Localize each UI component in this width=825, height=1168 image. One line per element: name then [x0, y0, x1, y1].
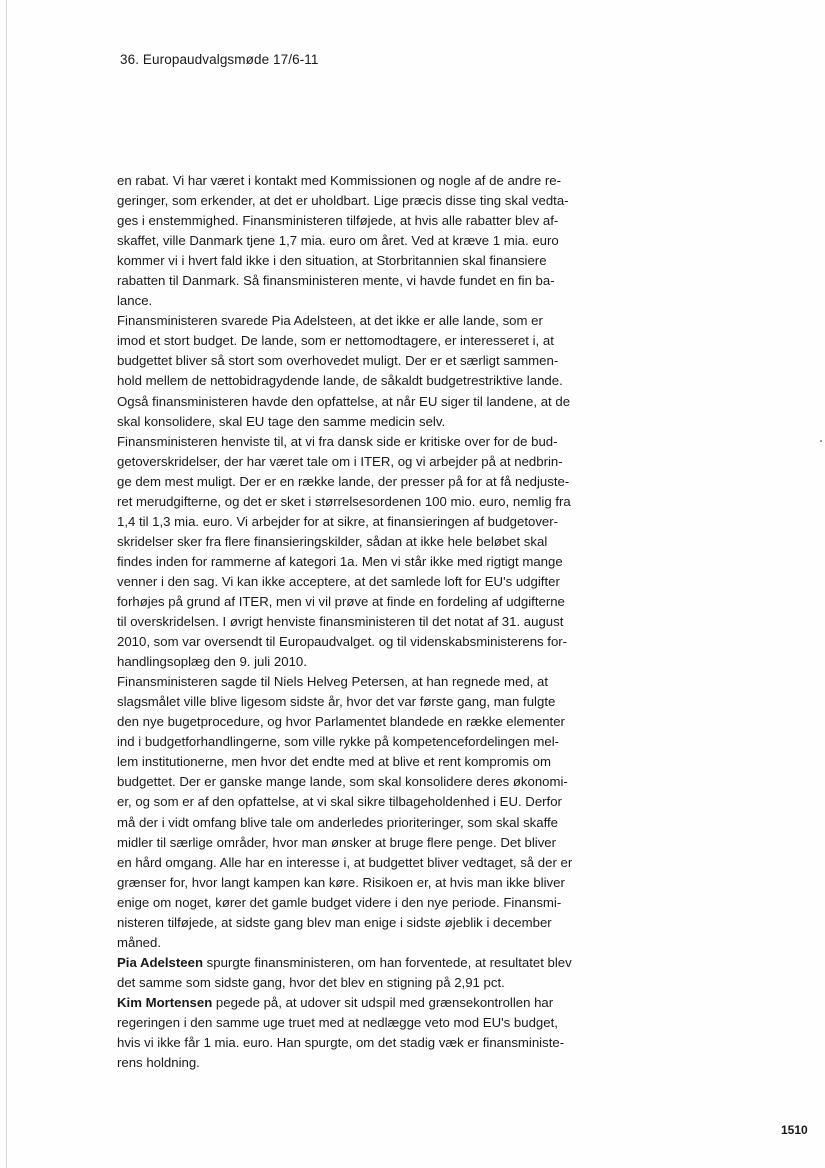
- paragraph-budget-size: Finansministeren svarede Pia Adelsteen, at det ikke er alle lande, som er imod et stort budget. De lande, som er nettomodtagere, er interesseret i, at budgettet bliver så stort som overhovedet muligt. Der er et særligt sammen- hold mellem de nettobidragydende lande, de såkaldt budgetrestriktive lande. Også finansministeren havde den opfattelse, at når EU siger til landene, at de skal konsolidere, skal EU tage den samme medicin selv.: [117, 313, 571, 429]
- page-header: 36. Europaudvalgsmøde 17/6-11: [120, 52, 319, 67]
- document-body: [117, 171, 603, 1073]
- paragraph-pia-adelsteen: [117, 953, 603, 993]
- paragraph-rabat: en rabat. Vi har været i kontakt med Kommissionen og nogle af de andre re- geringer, som erkender, at det er uholdbart. Lige præcis disse ting skal vedta- ges i enstemmighed. Finansministeren tilføjede, at hvis alle rabatter blev af- skaffet, ville Danmark tjene 1,7 mia. euro om året. Ved at kræve 1 mia. euro kommer vi i hvert fald ikke i den situation, at Storbritannien skal finansiere rabatten til Danmark. Så finansministeren mente, vi havde fundet en fin ba- lance.: [117, 173, 569, 309]
- speaker-name: Kim Mortensen: [117, 994, 213, 1010]
- paragraph-budget-procedure: Finansministeren sagde til Niels Helveg Petersen, at han regnede med, at slagsmålet ville blive ligesom sidste år, hvor det var første gang, man fulgte den nye bugetprocedure, og hvor Parlamentet blandede en række elementer ind i budgetforhandlingerne, som ville rykke på kompetencefordelingen mel- lem institutionerne, men hvor det endte med at blive et rent kompromis om budgettet. Der er ganske mange lande, som skal konsolidere deres økonomi- er, og som er af den opfattelse, at vi skal sikre tilbageholdenhed i EU. Derfor må der i vidt omfang blive tale om anderledes prioriteringer, som skal skaffe midler til særlige områder, hvor man ønsker at bruge flere penge. Det bliver en hård omgang. Alle har en interesse i, at budgettet bliver vedtaget, så der er grænser for, hvor langt kampen kan køre. Risikoen er, at hvis man ikke bliver enige om noget, kører det gamle budget videre i den nye periode. Finansmi- nisteren tilføjede, at sidste gang blev man enige i sidste øjeblik i december måned.: [117, 674, 573, 950]
- paragraph-text: spurgte finansministeren, om han forventede, at resultatet blev det samme som sidste gang, hvor det blev en stigning på 2,91 pct.: [117, 954, 572, 990]
- paragraph-text: pegede på, at udover sit udspil med grænsekontrollen har regeringen i den samme uge truet med at nedlægge veto mod EU's budget, hvis vi ikke får 1 mia. euro. Han spurgte, om det stadig væk er finansministe- rens holdning.: [117, 994, 565, 1071]
- scan-edge-line: [6, 0, 7, 1168]
- speaker-name: Pia Adelsteen: [117, 954, 203, 970]
- paragraph-iter: Finansministeren henviste til, at vi fra dansk side er kritiske over for de bud- getoverskridelser, der har været tale om i ITER, og vi arbejder på at nedbrin- ge dem mest muligt. Der er en række lande, der presser på for at få nedjuste- ret merudgifterne, og det er sket i størrelsesordenen 100 mio. euro, nemlig fra 1,4 til 1,3 mia. euro. Vi arbejder for at sikre, at finansieringen af budgetover- skridelser sker fra flere finansieringskilder, sådan at ikke hele beløbet skal findes inden for rammerne af kategori 1a. Men vi står ikke med rigtigt mange venner i den sag. Vi kan ikke acceptere, at det samlede loft for EU's udgifter forhøjes på grund af ITER, men vi vil prøve at finde en fordeling af udgifterne til overskridelsen. I øvrigt henviste finansministeren til det notat af 31. august 2010, som var oversendt til Europaudvalget. og til videnskabsministerens for- handlingsoplæg den 9. juli 2010.: [117, 433, 571, 670]
- page-number: 1510: [781, 1123, 808, 1137]
- scan-speck: [820, 440, 822, 442]
- paragraph-kim-mortensen: [117, 993, 603, 1073]
